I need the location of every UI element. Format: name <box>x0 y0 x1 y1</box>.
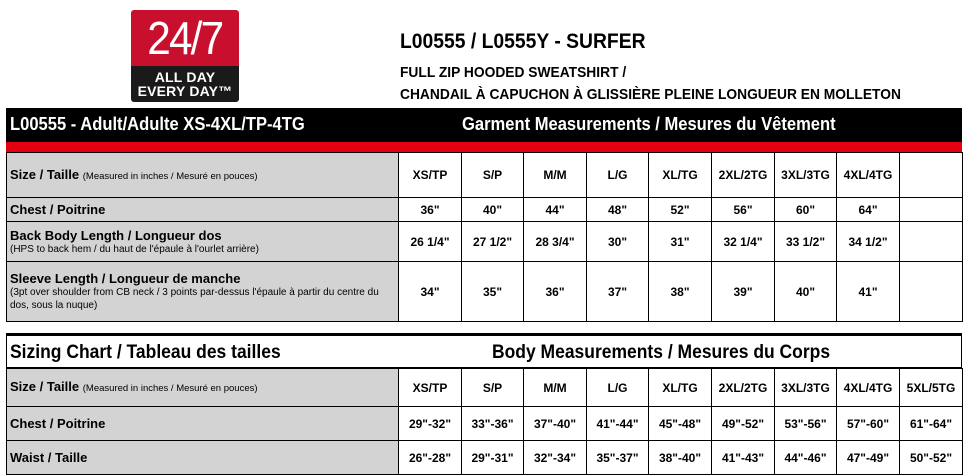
body-value-cell: 32"-34" <box>524 441 587 475</box>
body-size-header-cell: 2XL/2TG <box>712 369 775 407</box>
body-value-cell: 49"-52" <box>712 407 775 441</box>
body-value-cell: 29"-31" <box>462 441 524 475</box>
logo-number: 24/7 <box>147 12 223 64</box>
garment-value-cell: 40" <box>462 198 524 222</box>
body-size-header-cell: 5XL/5TG <box>900 369 963 407</box>
garment-row-unit-note: (Measured in inches / Mesuré en pouces) <box>82 170 258 182</box>
brand-logo <box>131 10 239 102</box>
body-value-cell: 26"-28" <box>399 441 462 475</box>
body-measurements-title: Body Measurements / Mesures du Corps <box>492 342 831 363</box>
body-row-label-cell <box>7 441 399 475</box>
body-value-cell: 50"-52" <box>900 441 963 475</box>
garment-value-cell <box>900 262 963 322</box>
body-value-cell: 57"-60" <box>837 407 900 441</box>
body-value-cell: 35"-37" <box>587 441 649 475</box>
garment-value-cell: 40" <box>775 262 837 322</box>
body-value-cell: 29"-32" <box>399 407 462 441</box>
garment-row <box>7 153 963 198</box>
garment-value-cell: 34" <box>399 262 462 322</box>
body-row-label-cell <box>7 407 399 441</box>
garment-row-label <box>10 228 398 243</box>
garment-row-label <box>10 202 398 217</box>
garment-value-cell: 37" <box>587 262 649 322</box>
garment-value-cell: 36" <box>524 262 587 322</box>
garment-size-header-cell: XL/TG <box>649 153 712 198</box>
logo-line-2: EVERY DAY™ <box>137 83 233 99</box>
garment-row <box>7 222 963 262</box>
garment-value-cell: 38" <box>649 262 712 322</box>
garment-section-title: L00555 - Adult/Adulte XS-4XL/TP-4TG <box>10 114 305 134</box>
garment-value-cell: 56" <box>712 198 775 222</box>
body-value-cell: 47"-49" <box>837 441 900 475</box>
logo-black-block <box>131 66 239 102</box>
garment-row-label <box>10 167 398 184</box>
garment-size-header-cell: 3XL/3TG <box>775 153 837 198</box>
body-row-label-text: Chest / Poitrine <box>10 416 106 431</box>
garment-value-cell: 64" <box>837 198 900 222</box>
body-size-header-cell: 3XL/3TG <box>775 369 837 407</box>
garment-size-header-cell: XS/TP <box>399 153 462 198</box>
garment-size-header-cell: L/G <box>587 153 649 198</box>
body-size-header-cell: XS/TP <box>399 369 462 407</box>
garment-value-cell: 30" <box>587 222 649 262</box>
garment-row-label-text: Size / Taille <box>10 166 80 182</box>
garment-value-cell: 41" <box>837 262 900 322</box>
body-row-unit-note: (Measured in inches / Mesuré en pouces) <box>82 383 258 394</box>
garment-measurements-table <box>6 152 963 322</box>
body-row-label <box>10 450 398 465</box>
garment-value-cell: 31" <box>649 222 712 262</box>
garment-value-cell: 33 1/2" <box>775 222 837 262</box>
body-section-header <box>6 333 962 368</box>
body-size-header-cell: S/P <box>462 369 524 407</box>
garment-row-label-text: Back Body Length / Longueur dos <box>10 227 222 243</box>
garment-value-cell: 35" <box>462 262 524 322</box>
body-size-header-cell: 4XL/4TG <box>837 369 900 407</box>
body-row <box>7 407 963 441</box>
garment-row-label-cell <box>7 222 399 262</box>
body-row <box>7 441 963 475</box>
body-value-cell: 38"-40" <box>649 441 712 475</box>
garment-value-cell: 39" <box>712 262 775 322</box>
garment-value-cell: 27 1/2" <box>462 222 524 262</box>
product-subtitle-fr: CHANDAIL À CAPUCHON À GLISSIÈRE PLEINE LONGUEUR EN MOLLETON <box>400 86 901 103</box>
garment-size-header-cell: S/P <box>462 153 524 198</box>
red-divider-stripe <box>6 142 962 152</box>
garment-value-cell: 28 3/4" <box>524 222 587 262</box>
garment-row-label-text: Sleeve Length / Longueur de manche <box>10 271 241 286</box>
body-value-cell: 37"-40" <box>524 407 587 441</box>
garment-size-header-cell: M/M <box>524 153 587 198</box>
garment-value-cell <box>900 222 963 262</box>
garment-size-header-cell: 2XL/2TG <box>712 153 775 198</box>
body-value-cell: 41"-43" <box>712 441 775 475</box>
body-row-label <box>10 379 398 396</box>
garment-value-cell: 26 1/4" <box>399 222 462 262</box>
body-row-label-text: Size / Taille <box>10 379 80 394</box>
body-row <box>7 369 963 407</box>
garment-value-cell: 60" <box>775 198 837 222</box>
body-size-header-cell: L/G <box>587 369 649 407</box>
body-value-cell: 53"-56" <box>775 407 837 441</box>
garment-value-cell: 34 1/2" <box>837 222 900 262</box>
garment-row <box>7 198 963 222</box>
garment-row-description: (3pt over shoulder from CB neck / 3 points par-dessus l'épaule à partir du centre du dos, sous la nuque) <box>10 287 379 311</box>
garment-row <box>7 262 963 322</box>
garment-size-header-cell <box>900 153 963 198</box>
logo-red-block <box>131 10 239 66</box>
body-value-cell: 45"-48" <box>649 407 712 441</box>
product-subtitle-en: FULL ZIP HOODED SWEATSHIRT / <box>400 64 627 81</box>
logo-line-1: ALL DAY <box>154 69 216 85</box>
garment-row-label-text: Chest / Poitrine <box>10 202 106 217</box>
garment-row-label-cell <box>7 153 399 198</box>
body-measurements-table <box>6 368 963 475</box>
body-value-cell: 44"-46" <box>775 441 837 475</box>
garment-value-cell: 52" <box>649 198 712 222</box>
body-row-label-text: Waist / Taille <box>10 450 88 465</box>
body-size-header-cell: XL/TG <box>649 369 712 407</box>
garment-value-cell: 32 1/4" <box>712 222 775 262</box>
garment-row-label <box>10 271 398 286</box>
product-title: L00555 / L0555Y - SURFER <box>400 30 646 53</box>
garment-value-cell: 44" <box>524 198 587 222</box>
garment-row-label-cell <box>7 198 399 222</box>
body-value-cell: 33"-36" <box>462 407 524 441</box>
body-value-cell: 61"-64" <box>900 407 963 441</box>
garment-measurements-title: Garment Measurements / Mesures du Vêtement <box>462 114 836 134</box>
garment-value-cell <box>900 198 963 222</box>
garment-value-cell: 48" <box>587 198 649 222</box>
body-row-label <box>10 416 398 431</box>
sizing-chart-title: Sizing Chart / Tableau des tailles <box>10 342 281 363</box>
body-size-header-cell: M/M <box>524 369 587 407</box>
garment-section-header <box>6 108 962 142</box>
body-row-label-cell <box>7 369 399 407</box>
garment-row-label-cell <box>7 262 399 322</box>
garment-size-header-cell: 4XL/4TG <box>837 153 900 198</box>
garment-row-description: (HPS to back hem / du haut de l'épaule à l'ourlet arrière) <box>10 243 259 255</box>
garment-value-cell: 36" <box>399 198 462 222</box>
body-value-cell: 41"-44" <box>587 407 649 441</box>
